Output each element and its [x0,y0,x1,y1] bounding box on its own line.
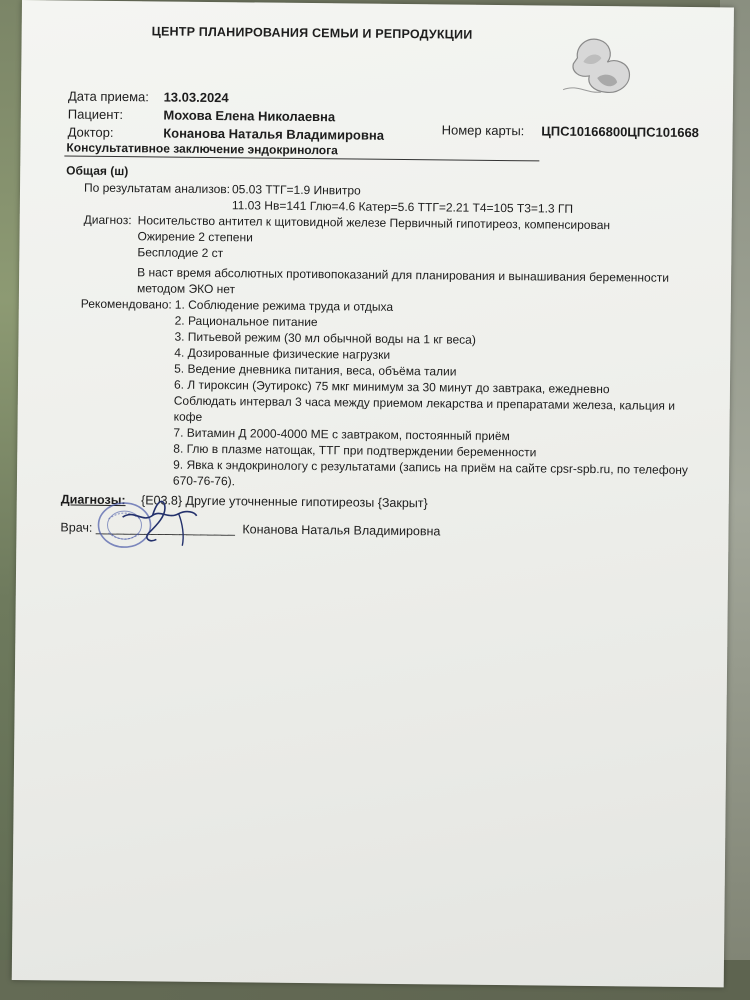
recommend-label: Рекомендовано: [80,296,172,312]
doctor-label: Доктор: [67,124,114,140]
recommendation-item: 4. Дозированные физические нагрузки [174,345,391,362]
note-line-1: В наст время абсолютных противопоказаний для планирования и вынашивания беременности [137,265,670,285]
doctor-signature-line: ____________________ [95,520,236,537]
visit-date-row [68,88,229,105]
diagnosis-label: Диагноз: [83,212,132,228]
doctor-signature-label: Врач: [60,520,93,535]
tests-line-2: 11.03 Нв=141 Глю=4.6 Катер=5.6 ТТГ=2.21 Т4=105 Т3=1.3 ГП [231,198,574,216]
diagnosis-line-1: Носительство антител к щитовидной железе Первичный гипотиреоз, компенсирован [137,213,611,233]
consult-title: Консультативное заключение эндокринолога [66,140,338,158]
recommendation-item: 2. Рациональное питание [174,313,318,330]
note-line-2: методом ЭКО нет [136,281,236,297]
document-page [12,0,734,987]
clinic-logo [557,28,642,105]
patient-row [68,106,336,124]
patient-name: Мохова Елена Николаевна [163,107,336,125]
recommendation-item: 9. Явка к эндокринологу с результатами (запись на приём на сайте cpsr-spb.ru, по телефону [173,457,689,477]
tests-label: По результатам анализов: [83,180,231,197]
recommendation-item: 670-76-76). [172,473,236,489]
visit-date-label: Дата приема: [67,88,150,105]
consult-subtitle: Общая (ш) [66,163,129,179]
recommendation-item: Соблюдать интервал 3 часа между приемом лекарства и препаратами железа, кальция и [173,393,676,413]
clinic-title: ЦЕНТР ПЛАНИРОВАНИЯ СЕМЬИ И РЕПРОДУКЦИИ [151,24,473,42]
recommendation-item: 1. Соблюдение режима труда и отдыха [174,297,394,314]
card-number-row [442,122,699,140]
patient-label: Пациент: [67,106,124,123]
visit-date-value: 13.03.2024 [163,89,229,106]
card-number-label: Номер карты: [441,122,525,139]
final-diagnoses-label: Диагнозы: [60,492,126,508]
tests-line-1: 05.03 ТТГ=1.9 Инвитро [231,182,361,198]
doctor-signature-name: Конанова Наталья Владимировна [242,522,441,539]
diagnosis-line-3: Бесплодие 2 ст [137,245,224,261]
recommendation-item: кофе [173,409,203,424]
card-number-value: ЦПС10166800ЦПС101668 [541,123,700,141]
handwritten-signature [112,489,203,550]
recommendation-item: 6. Л тироксин (Эутирокс) 75 мкг минимум за 30 минут до завтрака, ежедневно [173,377,610,397]
doctor-name: Конанова Наталья Владимировна [163,125,385,143]
recommendation-item: 7. Витамин Д 2000-4000 МЕ с завтраком, постоянный приём [173,425,510,444]
recommendation-item: 3. Питьевой режим (30 мл обычной воды на 1 кг веса) [174,329,476,347]
diagnosis-line-2: Ожирение 2 степени [137,229,253,245]
recommendation-item: 5. Ведение дневника питания, веса, объёма талии [174,361,457,379]
recommendation-item: 8. Глю в плазме натощак, ТТГ при подтверждении беременности [173,441,537,460]
final-diagnoses-value: {E03.8} Другие уточненные гипотиреозы {Закрыт} [141,493,428,511]
